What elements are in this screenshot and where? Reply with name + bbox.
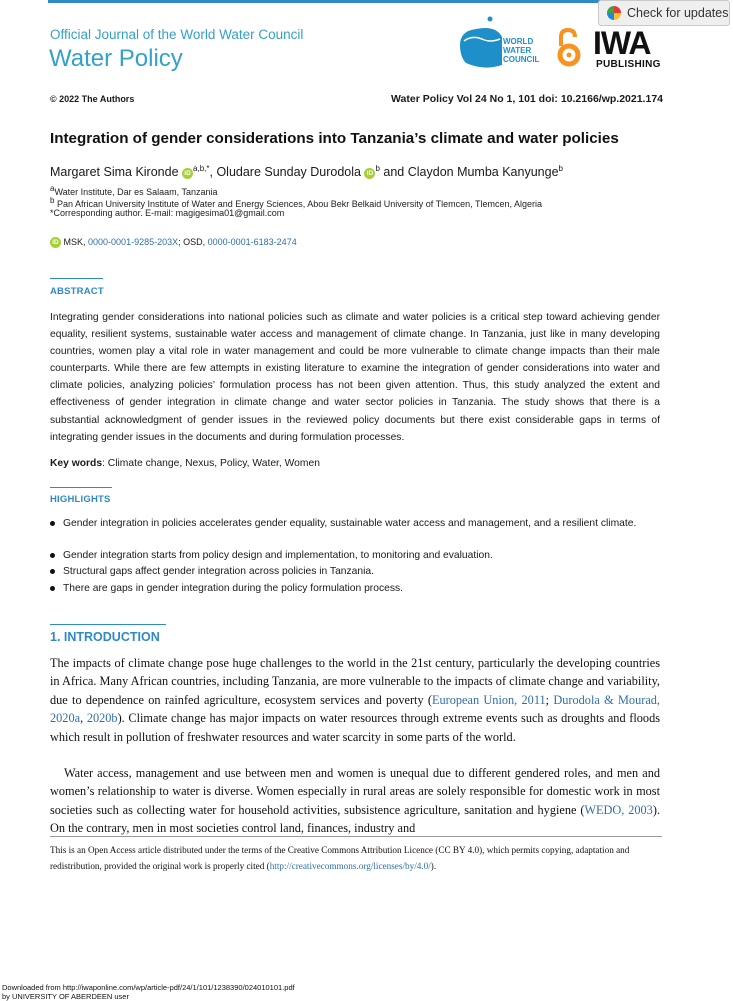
keywords — [50, 458, 320, 469]
author-name: Margaret Sima Kironde — [50, 165, 179, 180]
download-stamp-line: Downloaded from http://iwaponline.com/wp/article-pdf/24/1/101/1238390/024010101.pdf — [2, 983, 295, 992]
affiliation-text: Corresponding author. E-mail: magigesima01@gmail.com — [53, 208, 285, 218]
footnote-rule — [50, 836, 662, 837]
open-access-footnote — [50, 843, 662, 874]
bullet-icon — [50, 521, 55, 526]
affiliation-text: Pan African University Institute of Water and Energy Sciences, Abou Bekr Belkaid University of Tlemcen, Tlemcen, Algeria — [56, 199, 543, 209]
paragraph-text: ). Climate change has major impacts on water resources through extreme events such as droughts and floods which result in pollution of freshwater resources and water scarcity in some parts of the world. — [50, 711, 660, 744]
highlights-heading: HIGHLIGHTS — [50, 494, 111, 505]
section-rule — [50, 487, 112, 488]
affiliation-mark: b — [50, 196, 55, 205]
orcid-icon[interactable]: iD — [182, 168, 193, 179]
abstract-heading: ABSTRACT — [50, 286, 104, 297]
bullet-icon — [50, 569, 55, 574]
author-name: Claydon Mumba Kanyunge — [407, 165, 559, 180]
journal-subtitle: Official Journal of the World Water Council — [50, 27, 304, 42]
iwa-logo-letters: IWA — [593, 27, 651, 61]
paragraph-text: The impacts of climate change pose huge challenges to the world in the 21st century, particularly the developing countries in Africa. Many African countries, including Tanzania, are more vulnerable to the impacts of climate change and variability, due to dependence on rainfed agriculture, ecosystem services and poverty ( — [50, 656, 660, 707]
highlight-item — [50, 548, 662, 564]
citation-link[interactable]: Durodola & Mourad, 2020a — [50, 692, 660, 726]
citation-line: Water Policy Vol 24 No 1, 101 doi: 10.2166/wp.2021.174 — [391, 93, 663, 105]
footnote-text: This is an Open Access article distributed under the terms of the Creative Commons Attribution Licence (CC BY 4.0), which permits copying, adaptation and redistribution, provided the original work is properly cited ( — [50, 845, 630, 871]
highlight-item — [50, 516, 662, 532]
highlight-item — [50, 581, 662, 597]
paragraph-text: ; — [545, 692, 554, 707]
orcid-author-label: ; OSD, — [178, 237, 208, 247]
highlight-text: Gender integration starts from policy design and implementation, to monitoring and evaluation. — [63, 550, 493, 561]
orcid-line — [50, 237, 297, 248]
journal-title: Water Policy — [49, 45, 183, 72]
citation-link[interactable]: 2020b — [86, 711, 118, 726]
wwc-logo-word: WORLD — [503, 37, 534, 46]
crossmark-icon — [607, 6, 621, 20]
iwa-publishing-label: PUBLISHING — [596, 59, 661, 70]
affiliation-mark: a — [50, 184, 55, 193]
paragraph-text: , — [80, 711, 87, 726]
highlight-item — [50, 564, 662, 580]
orcid-link-osd[interactable]: 0000-0001-6183-2474 — [207, 237, 297, 247]
orcid-icon: iD — [50, 237, 61, 248]
highlight-text: Structural gaps affect gender integration across policies in Tanzania. — [63, 566, 374, 577]
open-access-icon — [556, 27, 582, 69]
check-for-updates-button[interactable] — [598, 0, 730, 26]
highlight-text: There are gaps in gender integration during the policy formulation process. — [63, 583, 403, 594]
article-title: Integration of gender considerations into Tanzania’s climate and water policies — [50, 130, 619, 147]
author-list — [50, 164, 563, 179]
footnote-text: ). — [430, 860, 437, 871]
bullet-icon — [50, 553, 55, 558]
wwc-logo-word: COUNCIL — [503, 55, 540, 64]
orcid-author-label: MSK, — [63, 237, 89, 247]
author-affiliation-marks: b — [375, 164, 380, 173]
section-rule — [50, 624, 166, 625]
journal-top-rule — [48, 0, 660, 3]
keywords-list: : Climate change, Nexus, Policy, Water, Women — [102, 458, 320, 469]
author-separator: , — [209, 165, 217, 180]
check-for-updates-label: Check for updates — [627, 6, 729, 20]
introduction-heading: 1. INTRODUCTION — [50, 630, 160, 644]
affiliation-text: Water Institute, Dar es Salaam, Tanzania — [54, 187, 218, 197]
corresponding-author — [50, 208, 284, 218]
abstract-text: Integrating gender considerations into national policies such as climate and water policies is a critical step toward achieving gender equality, resilient systems, sustainable water access and management of climate change. In Tanzania, just like in many developing countries, women play a vital role in water management and could be more vulnerable to climate change impacts than their male counterparts. While there are few attempts in existing literature to examine the integration of gender considerations into water and climate policies, analyzing policies’ formulation process has not been given attention. Thus, this study analyzed the extent and effectiveness of gender integration in climate change and water sector policies in Tanzania. The study shows that there is a substantial acknowledgment of gender issues in the reviewed policy documents but there exist considerable gaps in terms of integrating gender issues in the documents and during formulation processes. — [50, 312, 660, 443]
paragraph-text: Water access, management and use between men and women is unequal due to different gendered roles, and men and women’s relationship to water is diverse. Women especially in rural areas are solely responsible for domestic work in most societies such as collecting water for household activities, subsistence agriculture, sanitation and hygiene ( — [50, 766, 660, 817]
license-link[interactable]: http://creativecommons.org/licenses/by/4.0/ — [269, 860, 431, 871]
author-separator: and — [379, 165, 408, 180]
orcid-icon[interactable]: iD — [364, 168, 375, 179]
author-affiliation-marks: b — [558, 164, 563, 173]
paragraph-text: ). On the contrary, men in most societies control land, finances, industry and — [50, 802, 661, 836]
section-rule — [50, 278, 103, 279]
copyright-notice: © 2022 The Authors — [50, 94, 135, 104]
highlight-text: Gender integration in policies accelerates gender equality, sustainable water access and management, and a resilient climate. — [63, 518, 637, 529]
citation-link[interactable]: WEDO, 2003 — [584, 802, 653, 817]
author-affiliation-marks: a,b,* — [193, 164, 210, 173]
wwc-logo-word: WATER — [503, 46, 532, 55]
author-name: Oludare Sunday Durodola — [216, 165, 361, 180]
citation-link[interactable]: European Union, 2011 — [432, 692, 546, 707]
orcid-link-msk[interactable]: 0000-0001-9285-203X — [88, 237, 179, 247]
download-stamp-line: by UNIVERSITY OF ABERDEEN user — [2, 992, 129, 1001]
introduction-paragraph-1 — [50, 654, 660, 746]
affiliation-mark: * — [50, 208, 54, 218]
keywords-label: Key words — [50, 458, 103, 469]
bullet-icon — [50, 586, 55, 591]
introduction-paragraph-2 — [50, 764, 660, 838]
